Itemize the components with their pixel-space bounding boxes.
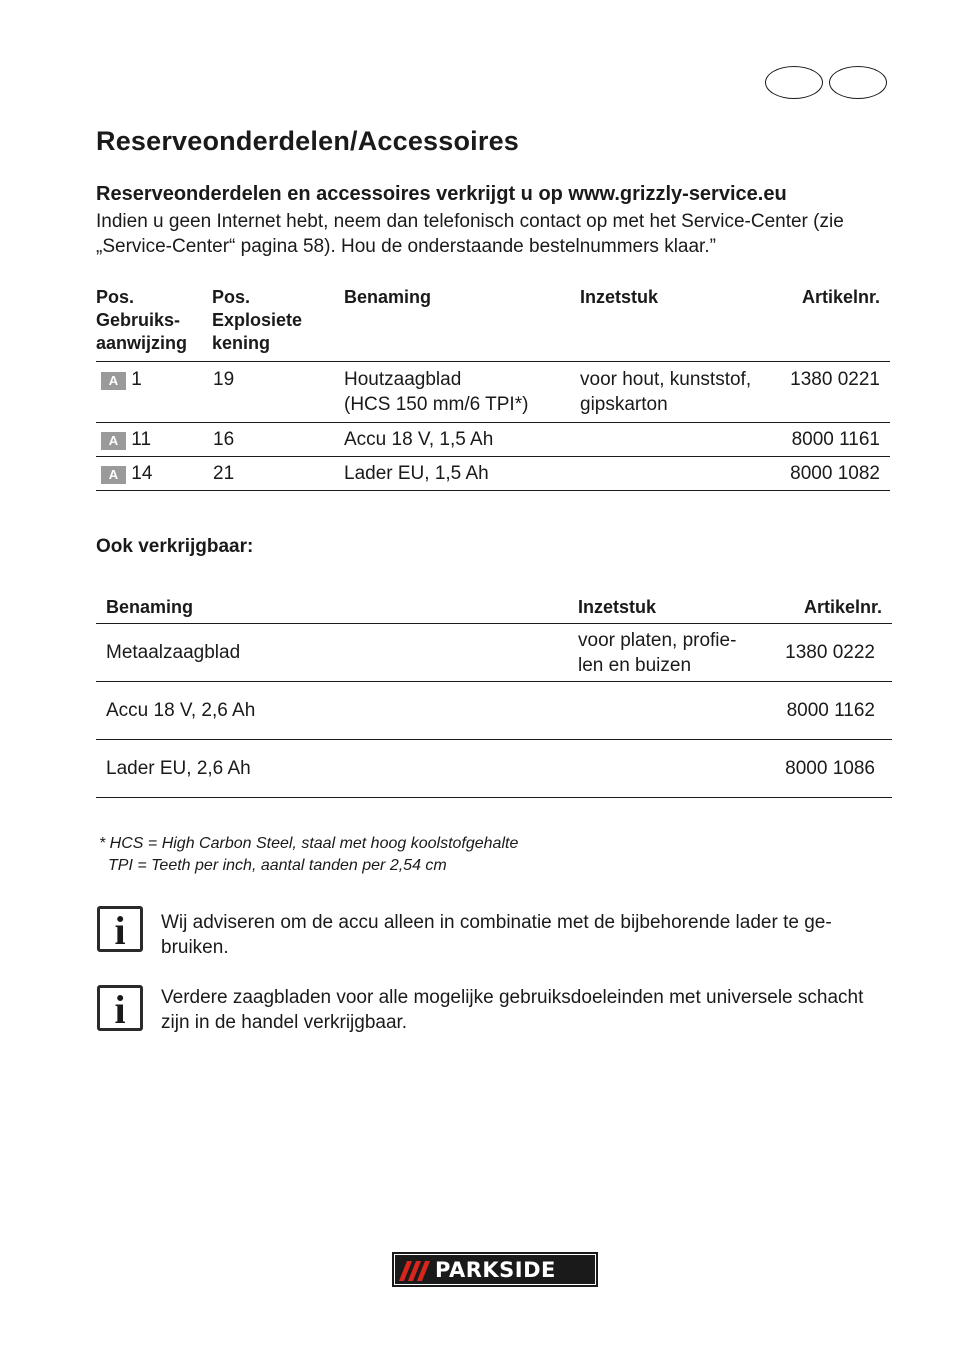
intro-paragraph: Indien u geen Internet hebt, neem dan telefonisch contact op met het Service-Center (zie „Service-Center“ pagina 58). Hou de onderstaande bestelnummers klaar.”	[96, 211, 844, 257]
info-icon: i	[97, 906, 143, 952]
table-rule	[96, 681, 892, 682]
logo-stripes-icon	[399, 1259, 435, 1281]
pos-value: 14	[131, 463, 153, 484]
pos-value: 1	[131, 369, 142, 390]
also-row-2-article: 8000 1162	[786, 700, 875, 721]
header-line: Pos.	[212, 287, 251, 307]
name-line: (HCS 150 mm/6 TPI*)	[344, 394, 529, 415]
header-article: Artikelnr.	[801, 287, 880, 307]
table-rule	[96, 623, 892, 624]
language-oval-left	[765, 66, 823, 99]
header-line: aanwijzing	[96, 333, 188, 353]
table-row-1-pos-explosion: 19	[213, 369, 235, 390]
table-rule	[96, 361, 890, 362]
table-rule	[96, 456, 890, 457]
also-header-article: Artikelnr.	[803, 597, 882, 617]
position-badge: A	[101, 466, 126, 484]
header-line: Gebruiks-	[96, 310, 181, 330]
header-pos-manual	[96, 286, 187, 355]
header-line: Explosiete	[212, 310, 303, 330]
parkside-logo	[392, 1252, 598, 1287]
table-row-2-pos-explosion: 16	[213, 429, 235, 450]
table-rule	[96, 422, 890, 423]
also-available-heading: Ook verkrijgbaar:	[96, 536, 254, 557]
table-row-1-pos-manual	[101, 367, 142, 392]
footnote-hcs: * HCS = High Carbon Steel, staal met hoog koolstofgehalte	[99, 835, 519, 852]
header-line: Pos.	[96, 287, 135, 307]
table-row-1-article: 1380 0221	[790, 369, 880, 390]
logo-frame	[394, 1254, 596, 1285]
info-note-text: Wij adviseren om de accu alleen in combinatie met de bijbehorende lader te ge-bruiken.	[161, 912, 832, 958]
info-icon: i	[97, 985, 143, 1031]
name-line: Houtzaagblad	[344, 369, 462, 390]
also-row-1-name: Metaalzaagblad	[106, 642, 241, 663]
header-line: kening	[212, 333, 271, 353]
table-row-2-name: Accu 18 V, 1,5 Ah	[344, 429, 494, 450]
table-row-3-name: Lader EU, 1,5 Ah	[344, 463, 489, 484]
header-insert: Inzetstuk	[580, 287, 659, 307]
position-badge: A	[101, 432, 126, 450]
table-rule	[96, 739, 892, 740]
insert-line: gipskarton	[580, 394, 668, 415]
also-row-3-name: Lader EU, 2,6 Ah	[106, 758, 251, 779]
also-row-1-article: 1380 0222	[785, 642, 875, 663]
also-header-name: Benaming	[106, 597, 194, 617]
table-row-2-article: 8000 1161	[791, 429, 880, 450]
table-rule	[96, 797, 892, 798]
table-row-2-pos-manual	[101, 427, 151, 452]
position-badge: A	[101, 372, 126, 390]
table-row-3-pos-manual	[101, 461, 152, 486]
language-oval-right	[829, 66, 887, 99]
info-note-text: Verdere zaagbladen voor alle mogelijke gebruiksdoeleinden met universele schacht zijn in de handel verkrijgbaar.	[161, 987, 864, 1033]
page-title: Reserveonderdelen/Accessoires	[96, 126, 520, 156]
footnote-tpi: TPI = Teeth per inch, aantal tanden per 2,54 cm	[108, 857, 447, 874]
table-rule	[96, 490, 890, 491]
table-row-3-pos-explosion: 21	[213, 463, 235, 484]
table-row-1-insert	[580, 367, 751, 417]
language-badge	[765, 66, 889, 99]
insert-line: voor hout, kunststof,	[580, 369, 752, 390]
also-row-3-article: 8000 1086	[785, 758, 875, 779]
header-pos-explosion	[212, 286, 302, 355]
table-row-1-name	[344, 367, 528, 417]
also-header-insert: Inzetstuk	[578, 597, 657, 617]
insert-line: len en buizen	[578, 655, 692, 676]
header-name: Benaming	[344, 287, 432, 307]
pos-value: 11	[131, 429, 152, 450]
insert-line: voor platen, profie-	[578, 630, 737, 651]
also-row-1-insert	[578, 628, 736, 678]
logo-text: PARKSIDE	[435, 1257, 556, 1282]
table-row-3-article: 8000 1082	[790, 463, 880, 484]
section-subheading: Reserveonderdelen en accessoires verkrijgt u op www.grizzly-service.eu	[96, 183, 787, 205]
also-row-2-name: Accu 18 V, 2,6 Ah	[106, 700, 256, 721]
